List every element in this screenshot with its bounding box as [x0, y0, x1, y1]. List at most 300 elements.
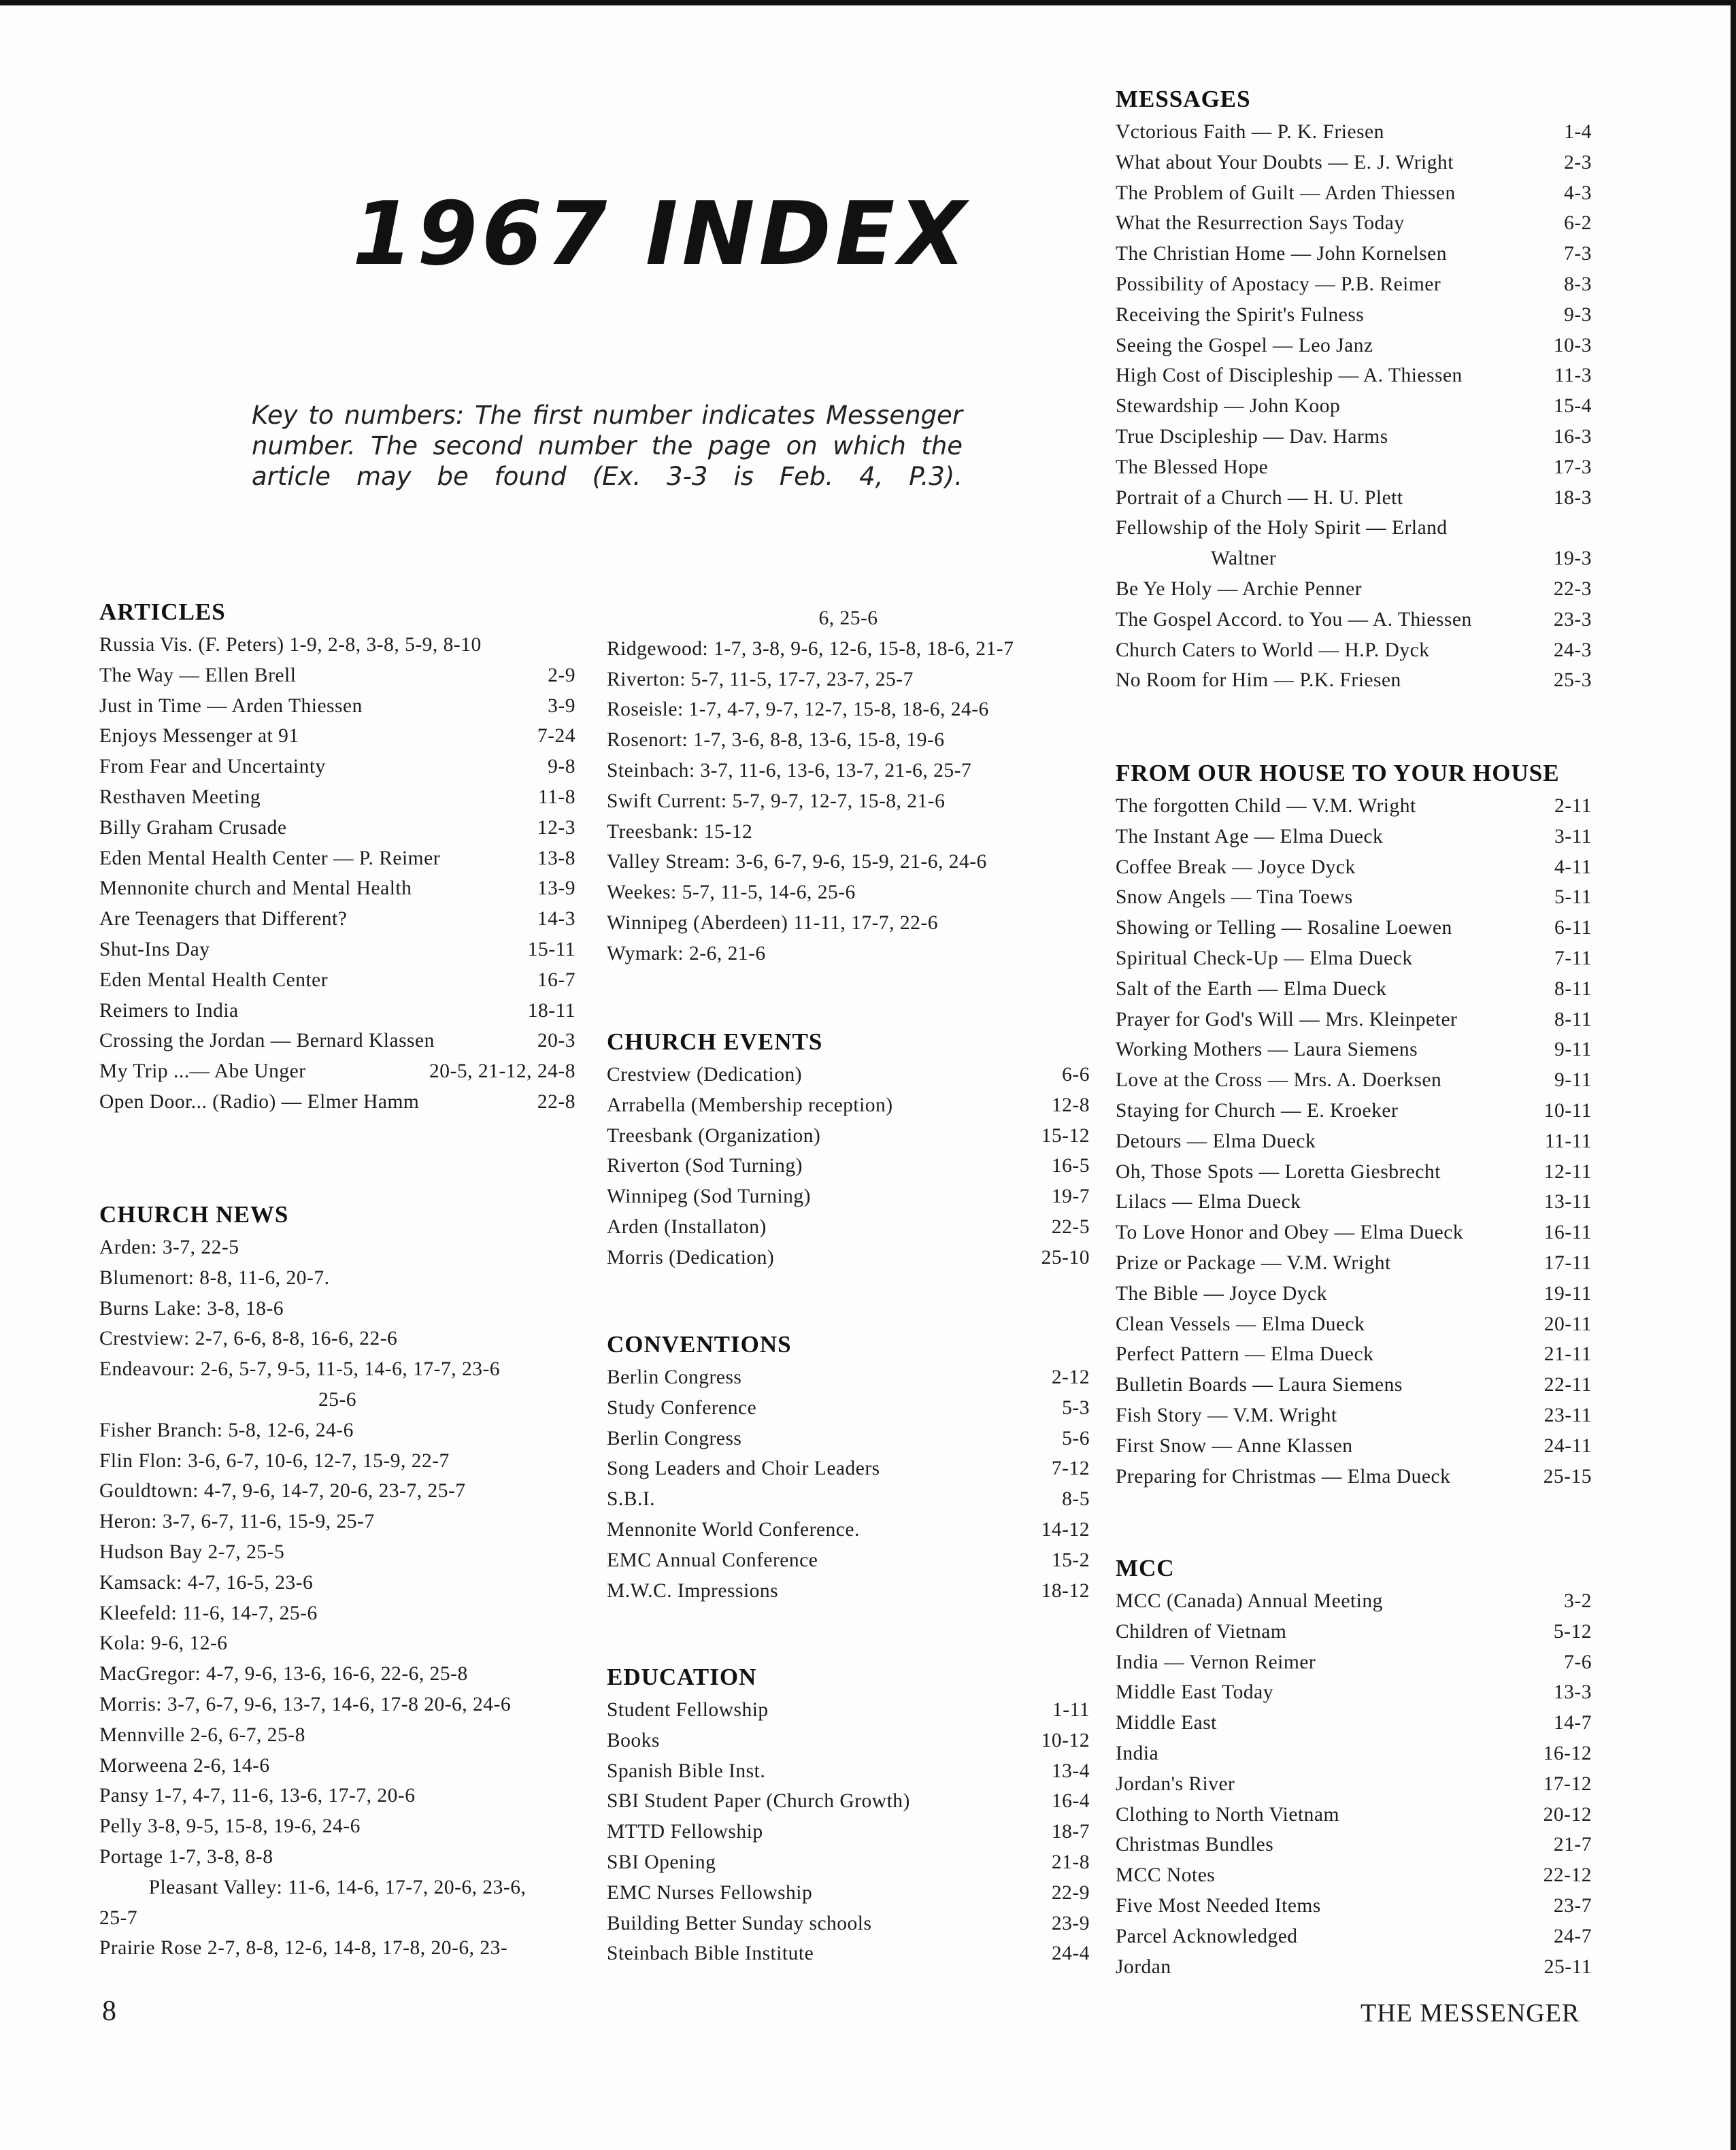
entry-page: 6-6 — [1062, 1064, 1090, 1086]
entry-page: 22-3 — [1553, 577, 1592, 600]
index-entry — [607, 1484, 1090, 1515]
entry-page: 9-11 — [1554, 1069, 1592, 1092]
index-entry — [1116, 1279, 1592, 1309]
entry-page: 5-3 — [1062, 1396, 1090, 1419]
news-line: Treesbank: 15-12 — [607, 820, 753, 843]
entry-title: Shut-Ins Day — [99, 938, 210, 960]
index-entry — [1116, 1339, 1592, 1370]
index-entry — [1116, 360, 1592, 391]
entry-page: 3-11 — [1554, 825, 1592, 847]
index-entry — [607, 1545, 1090, 1576]
index-entry — [607, 1243, 1090, 1273]
news-line: Blumenort: 8-8, 11-6, 20-7. — [99, 1266, 330, 1289]
entry-page: 16-12 — [1543, 1742, 1592, 1764]
entry-title: Spanish Bible Inst. — [607, 1760, 766, 1782]
entry-title: First Snow — Anne Klassen — [1116, 1434, 1353, 1457]
entry-title: Enjoys Messenger at 91 — [99, 725, 299, 748]
index-entry — [1116, 1370, 1592, 1400]
section-heading: FROM OUR HOUSE TO YOUR HOUSE — [1116, 760, 1560, 786]
entry-page: 7-11 — [1554, 947, 1592, 969]
entry-page: 20-5, 21-12, 24-8 — [429, 1060, 575, 1083]
entry-title: Eden Mental Health Center — P. Reimer — [99, 847, 441, 869]
page-title: 1967 INDEX — [352, 184, 970, 285]
entry-title: Jordan — [1116, 1955, 1171, 1978]
entry-page: 14-3 — [537, 908, 575, 930]
entry-title: Song Leaders and Choir Leaders — [607, 1458, 880, 1480]
index-entry — [1116, 1065, 1592, 1096]
entry-page: 16-5 — [1051, 1155, 1090, 1177]
entry-page: 23-11 — [1543, 1404, 1592, 1426]
index-entry — [607, 1847, 1090, 1878]
entry-page: 6-2 — [1564, 212, 1592, 235]
entry-page: 15-4 — [1553, 395, 1592, 418]
index-entry — [1116, 1462, 1592, 1492]
entry-title: Fellowship of the Holy Spirit — Erland — [1116, 517, 1448, 539]
news-line: Kamsack: 4-7, 16-5, 23-6 — [99, 1571, 314, 1594]
church-news-list — [99, 1232, 575, 1964]
house-section — [1116, 758, 1592, 1492]
entry-title: Snow Angels — Tina Toews — [1116, 886, 1353, 909]
entry-title: EMC Annual Conference — [607, 1549, 818, 1571]
entry-title: Open Door... (Radio) — Elmer Hamm — [99, 1090, 420, 1113]
entry-page: 9-11 — [1554, 1039, 1592, 1061]
entry-title: Five Most Needed Items — [1116, 1894, 1321, 1917]
entry-title: Love at the Cross — Mrs. A. Doerksen — [1116, 1069, 1442, 1092]
news-line: Hudson Bay 2-7, 25-5 — [99, 1541, 285, 1563]
entry-title: Clean Vessels — Elma Dueck — [1116, 1313, 1365, 1335]
index-entry — [99, 1056, 575, 1087]
entry-page: 10-12 — [1041, 1729, 1090, 1751]
entry-page: 24-11 — [1543, 1434, 1592, 1457]
index-entry — [607, 1393, 1090, 1424]
entry-title: Middle East — [1116, 1712, 1217, 1734]
entry-title: Children of Vietnam — [1116, 1620, 1287, 1643]
entry-title: EMC Nurses Fellowship — [607, 1881, 813, 1904]
church-news-continued-list — [607, 603, 1090, 969]
entry-title: Resthaven Meeting — [99, 786, 261, 808]
entry-title: Perfect Pattern — Elma Dueck — [1116, 1343, 1374, 1366]
entry-page: 8-3 — [1564, 273, 1592, 295]
news-line: Wymark: 2-6, 21-6 — [607, 942, 766, 964]
index-entry — [607, 1909, 1090, 1939]
entry-page: 25-11 — [1543, 1955, 1592, 1978]
entry-page: 15-11 — [527, 938, 575, 960]
church-news-continued — [607, 603, 1090, 969]
entry-title: India — Vernon Reimer — [1116, 1651, 1316, 1673]
entry-title: The Way — Ellen Brell — [99, 664, 297, 686]
entry-page: 3-2 — [1564, 1590, 1592, 1612]
entry-page: 6-11 — [1554, 917, 1592, 939]
entry-title: Crossing the Jordan — Bernard Klassen — [99, 1030, 435, 1052]
index-entry — [607, 1060, 1090, 1090]
entry-page: 19-11 — [1543, 1282, 1592, 1305]
entry-title: Are Teenagers that Different? — [99, 908, 348, 930]
entry-title: Arden (Installaton) — [607, 1215, 767, 1238]
entry-page: 13-4 — [1051, 1760, 1090, 1782]
entry-title: Lilacs — Elma Dueck — [1116, 1191, 1301, 1213]
entry-title: Detours — Elma Dueck — [1116, 1130, 1316, 1152]
entry-title: To Love Honor and Obey — Elma Dueck — [1116, 1222, 1464, 1244]
index-entry — [607, 1090, 1090, 1121]
page-number: 8 — [102, 1996, 116, 2027]
entry-page: 17-12 — [1543, 1773, 1592, 1795]
section-heading: CHURCH EVENTS — [607, 1028, 823, 1055]
index-entry — [1116, 391, 1592, 422]
entry-title: Fish Story — V.M. Wright — [1116, 1404, 1337, 1426]
church-news-section — [99, 1200, 575, 1964]
index-entry — [1116, 331, 1592, 361]
entry-title: Billy Graham Crusade — [99, 816, 287, 839]
entry-title: Christmas Bundles — [1116, 1834, 1274, 1856]
entry-title: Prayer for God's Will — Mrs. Kleinpeter — [1116, 1008, 1458, 1030]
index-entry — [99, 873, 575, 904]
index-entry — [607, 1362, 1090, 1393]
index-entry — [99, 752, 575, 782]
index-entry — [1116, 483, 1592, 514]
entry-title: Berlin Congress — [607, 1427, 742, 1449]
news-line: Fisher Branch: 5-8, 12-6, 24-6 — [99, 1419, 354, 1441]
entry-page: 12-11 — [1543, 1160, 1592, 1183]
entry-title: True Dscipleship — Dav. Harms — [1116, 425, 1388, 448]
index-entry — [1116, 148, 1592, 178]
entry-title: MTTD Fellowship — [607, 1821, 763, 1843]
entry-title: SBI Opening — [607, 1851, 716, 1873]
index-entry — [1116, 422, 1592, 452]
entry-page: 13-11 — [1543, 1191, 1592, 1213]
index-entry — [1116, 822, 1592, 852]
index-entry — [1116, 1677, 1592, 1708]
news-line: Crestview: 2-7, 6-6, 8-8, 16-6, 22-6 — [99, 1328, 398, 1350]
news-line: Prairie Rose 2-7, 8-8, 12-6, 14-8, 17-8, 20-6, 23- — [99, 1937, 508, 1960]
index-entry — [1116, 239, 1592, 269]
entry-page: 11-8 — [538, 786, 575, 808]
entry-page: 23-9 — [1051, 1912, 1090, 1934]
entry-title: Stewardship — John Koop — [1116, 395, 1341, 418]
entry-title: Preparing for Christmas — Elma Dueck — [1116, 1465, 1451, 1488]
entry-page: 16-3 — [1553, 425, 1592, 448]
entry-title: M.W.C. Impressions — [607, 1579, 779, 1602]
news-line: Steinbach: 3-7, 11-6, 13-6, 13-7, 21-6, 25-7 — [607, 759, 972, 782]
entry-title: Bulletin Boards — Laura Siemens — [1116, 1374, 1403, 1396]
index-entry — [99, 630, 575, 660]
entry-title: Vctorious Faith — P. K. Friesen — [1116, 121, 1384, 143]
index-entry — [1116, 852, 1592, 883]
entry-page: 18-12 — [1041, 1579, 1090, 1602]
entry-title: Mennonite church and Mental Health — [99, 877, 412, 900]
index-entry — [607, 1878, 1090, 1909]
messages-section — [1116, 84, 1592, 696]
entry-page: 1-11 — [1052, 1699, 1090, 1721]
index-entry — [607, 1212, 1090, 1243]
entry-title: Treesbank (Organization) — [607, 1124, 821, 1147]
entry-page: 21-11 — [1543, 1343, 1592, 1366]
index-entry — [99, 1087, 575, 1118]
entry-title: Winnipeg (Sod Turning) — [607, 1186, 811, 1208]
entry-page: 15-12 — [1041, 1124, 1090, 1147]
education-section — [607, 1662, 1090, 1969]
entry-page: 20-11 — [1543, 1313, 1592, 1335]
news-line: Morris: 3-7, 6-7, 9-6, 13-7, 14-6, 17-8 20-6, 24-6 — [99, 1693, 512, 1715]
index-entry — [1116, 605, 1592, 635]
index-entry — [1116, 1400, 1592, 1431]
entry-page: 22-8 — [537, 1090, 575, 1113]
index-entry — [1116, 635, 1592, 666]
index-entry — [1116, 1586, 1592, 1617]
news-line: Flin Flon: 3-6, 6-7, 10-6, 12-7, 15-9, 22-7 — [99, 1449, 450, 1472]
entry-title: Riverton (Sod Turning) — [607, 1155, 803, 1177]
entry-page: 25-15 — [1543, 1465, 1592, 1488]
entry-title: Morris (Dedication) — [607, 1246, 775, 1269]
entry-page: 4-11 — [1554, 856, 1592, 878]
entry-page: 23-3 — [1553, 608, 1592, 631]
entry-page: 5-6 — [1062, 1427, 1090, 1449]
index-entry — [1116, 117, 1592, 148]
index-entry — [1116, 1431, 1592, 1462]
entry-title: High Cost of Discipleship — A. Thiessen — [1116, 365, 1463, 387]
entry-title: What the Resurrection Says Today — [1116, 212, 1405, 235]
entry-page: 22-12 — [1543, 1864, 1592, 1887]
index-entry — [1116, 208, 1592, 239]
entry-title: Waltner — [1211, 548, 1277, 570]
index-entry — [99, 691, 575, 722]
index-entry — [607, 1938, 1090, 1969]
entry-title: Possibility of Apostacy — P.B. Reimer — [1116, 273, 1441, 295]
section-heading: ARTICLES — [99, 599, 226, 625]
index-entry — [1116, 300, 1592, 331]
index-entry — [99, 935, 575, 965]
entry-page: 24-4 — [1051, 1943, 1090, 1965]
entry-title: The Bible — Joyce Dyck — [1116, 1282, 1327, 1305]
news-line: Kleefeld: 11-6, 14-7, 25-6 — [99, 1602, 318, 1624]
entry-title: Portrait of a Church — H. U. Plett — [1116, 486, 1403, 509]
index-entry — [1116, 269, 1592, 300]
entry-title: Study Conference — [607, 1396, 757, 1419]
entry-title: Showing or Telling — Rosaline Loewen — [1116, 917, 1452, 939]
news-line: Mennville 2-6, 6-7, 25-8 — [99, 1724, 305, 1746]
entry-page: 3-9 — [548, 694, 575, 717]
index-entry — [1116, 178, 1592, 209]
entry-title: Salt of the Earth — Elma Dueck — [1116, 977, 1387, 1000]
index-entry — [1116, 943, 1592, 974]
index-entry — [607, 1151, 1090, 1181]
index-entry — [1116, 1952, 1592, 1983]
entry-title: Oh, Those Spots — Loretta Giesbrecht — [1116, 1160, 1441, 1183]
index-entry — [1116, 882, 1592, 913]
entry-page: 18-3 — [1553, 486, 1592, 509]
church-events-list — [607, 1060, 1090, 1273]
entry-title: Clothing to North Vietnam — [1116, 1803, 1339, 1826]
entry-title: Church Caters to World — H.P. Dyck — [1116, 639, 1430, 661]
news-line: Arden: 3-7, 22-5 — [99, 1237, 239, 1258]
index-entry — [1116, 543, 1592, 574]
entry-page: 24-7 — [1553, 1925, 1592, 1947]
entry-page: 1-4 — [1564, 121, 1592, 143]
index-entry — [607, 1817, 1090, 1847]
entry-title: Student Fellowship — [607, 1699, 769, 1721]
entry-title: Spiritual Check-Up — Elma Dueck — [1116, 947, 1413, 969]
entry-page: 22-11 — [1543, 1374, 1592, 1396]
index-entry — [1116, 665, 1592, 696]
section-heading: MCC — [1116, 1555, 1175, 1581]
entry-page: 9-8 — [548, 756, 575, 778]
entry-page: 7-3 — [1564, 243, 1592, 265]
entry-title: SBI Student Paper (Church Growth) — [607, 1790, 910, 1813]
index-entry — [1116, 1617, 1592, 1647]
news-line: Pleasant Valley: 11-6, 14-6, 17-7, 20-6, 23-6, — [148, 1876, 527, 1898]
news-line: Burns Lake: 3-8, 18-6 — [99, 1297, 284, 1320]
entry-title: Mennonite World Conference. — [607, 1518, 860, 1541]
index-entry — [99, 843, 575, 874]
entry-page: 21-7 — [1553, 1834, 1592, 1856]
index-entry — [607, 1726, 1090, 1756]
entry-page: 21-8 — [1051, 1851, 1090, 1873]
entry-page: 2-11 — [1554, 795, 1592, 817]
entry-title: Books — [607, 1729, 660, 1751]
index-entry — [1116, 452, 1592, 483]
house-list — [1116, 791, 1592, 1492]
index-entry — [1116, 974, 1592, 1005]
entry-page: 4-3 — [1564, 182, 1592, 204]
index-entry — [99, 813, 575, 843]
entry-page: 20-3 — [537, 1030, 575, 1052]
index-entry — [607, 1695, 1090, 1726]
news-line: Morweena 2-6, 14-6 — [99, 1754, 270, 1777]
church-events-section — [607, 1027, 1090, 1273]
entry-page: 8-5 — [1062, 1488, 1090, 1511]
entry-title: The Problem of Guilt — Arden Thiessen — [1116, 182, 1456, 204]
entry-title: Coffee Break — Joyce Dyck — [1116, 856, 1356, 878]
entry-title: Working Mothers — Laura Siemens — [1116, 1039, 1418, 1061]
index-entry — [607, 1576, 1090, 1607]
news-line: Portage 1-7, 3-8, 8-8 — [99, 1845, 273, 1868]
entry-page: 14-12 — [1041, 1518, 1090, 1541]
entry-title: Jordan's River — [1116, 1773, 1235, 1795]
news-line: Valley Stream: 3-6, 6-7, 9-6, 15-9, 21-6, 24-6 — [607, 851, 987, 873]
entry-title: What about Your Doubts — E. J. Wright — [1116, 151, 1454, 173]
entry-title: From Fear and Uncertainty — [99, 756, 326, 778]
index-entry — [607, 1786, 1090, 1817]
entry-title: Middle East Today — [1116, 1681, 1274, 1704]
mcc-section — [1116, 1553, 1592, 1982]
entry-title: MCC Notes — [1116, 1864, 1216, 1887]
section-heading: CONVENTIONS — [607, 1331, 792, 1358]
entry-page: 25-10 — [1041, 1246, 1090, 1269]
news-line: Weekes: 5-7, 11-5, 14-6, 25-6 — [607, 881, 856, 904]
index-entry — [607, 1424, 1090, 1454]
entry-title: The Christian Home — John Kornelsen — [1116, 243, 1447, 265]
entry-page: 10-11 — [1543, 1099, 1592, 1122]
index-entry — [1116, 1248, 1592, 1279]
entry-title: Parcel Acknowledged — [1116, 1925, 1298, 1947]
entry-page: 10-3 — [1553, 334, 1592, 356]
entry-page: 22-5 — [1051, 1215, 1090, 1238]
entry-page: 2-9 — [548, 664, 575, 686]
news-line: Pelly 3-8, 9-5, 15-8, 19-6, 24-6 — [99, 1815, 361, 1838]
index-entry — [1116, 1157, 1592, 1188]
index-entry — [1116, 1126, 1592, 1157]
index-entry — [1116, 1005, 1592, 1035]
index-entry — [607, 1515, 1090, 1545]
entry-title: Eden Mental Health Center — [99, 969, 329, 991]
articles-list — [99, 630, 575, 1118]
index-entry — [1116, 1096, 1592, 1126]
entry-page: 12-3 — [537, 816, 575, 839]
index-entry — [607, 1756, 1090, 1787]
entry-page: 13-3 — [1553, 1681, 1592, 1704]
articles-section — [99, 597, 575, 1118]
entry-title: India — [1116, 1742, 1159, 1764]
entry-page: 18-7 — [1051, 1821, 1090, 1843]
index-entry — [1116, 1860, 1592, 1891]
entry-title: The Gospel Accord. to You — A. Thiessen — [1116, 608, 1472, 631]
entry-title: Staying for Church — E. Kroeker — [1116, 1099, 1399, 1122]
entry-title: Building Better Sunday schools — [607, 1912, 872, 1934]
index-entry — [99, 904, 575, 935]
education-list — [607, 1695, 1090, 1969]
entry-page: 17-3 — [1553, 456, 1592, 478]
entry-title: My Trip ...— Abe Unger — [99, 1060, 306, 1083]
entry-page: 2-3 — [1564, 151, 1592, 173]
entry-page: 8-11 — [1554, 1008, 1592, 1030]
entry-page: 2-12 — [1051, 1366, 1090, 1388]
entry-page: 18-11 — [527, 999, 575, 1022]
entry-page: 15-2 — [1051, 1549, 1090, 1571]
entry-title: Reimers to India — [99, 999, 239, 1022]
index-entry — [1116, 1891, 1592, 1921]
news-line: Heron: 3-7, 6-7, 11-6, 15-9, 25-7 — [99, 1511, 375, 1533]
index-entry — [1116, 513, 1592, 543]
news-line: 25-7 — [99, 1907, 138, 1929]
entry-title: The forgotten Child — V.M. Wright — [1116, 795, 1416, 817]
index-entry — [1116, 1217, 1592, 1248]
news-line: Riverton: 5-7, 11-5, 17-7, 23-7, 25-7 — [607, 668, 914, 690]
entry-page: 20-12 — [1543, 1803, 1592, 1826]
news-line: Rosenort: 1-7, 3-6, 8-8, 13-6, 15-8, 19-6 — [607, 729, 945, 752]
index-entry — [99, 721, 575, 752]
messages-list — [1116, 117, 1592, 696]
entry-page: 7-12 — [1051, 1458, 1090, 1480]
top-border — [0, 0, 1736, 5]
index-entry — [1116, 1921, 1592, 1952]
entry-page: 23-7 — [1553, 1894, 1592, 1917]
entry-page: 14-7 — [1553, 1712, 1592, 1734]
index-entry — [1116, 1035, 1592, 1065]
entry-title: Be Ye Holy — Archie Penner — [1116, 577, 1363, 600]
news-line: Pansy 1-7, 4-7, 11-6, 13-6, 17-7, 20-6 — [99, 1785, 416, 1807]
index-entry — [1116, 1739, 1592, 1769]
entry-page: 11-11 — [1544, 1130, 1592, 1152]
entry-page: 13-8 — [537, 847, 575, 869]
index-entry — [99, 965, 575, 996]
entry-page: 19-3 — [1553, 548, 1592, 570]
index-entry — [99, 996, 575, 1026]
news-line: Kola: 9-6, 12-6 — [99, 1632, 228, 1655]
index-entry — [1116, 574, 1592, 605]
entry-page: 22-9 — [1051, 1881, 1090, 1904]
news-line: Gouldtown: 4-7, 9-6, 14-7, 20-6, 23-7, 25-7 — [99, 1480, 466, 1502]
index-entry — [1116, 1800, 1592, 1830]
entry-page: 17-11 — [1543, 1252, 1592, 1274]
index-entry — [1116, 1830, 1592, 1860]
entry-title: S.B.I. — [607, 1488, 656, 1511]
news-line: Swift Current: 5-7, 9-7, 12-7, 15-8, 21-6 — [607, 790, 946, 812]
entry-title: Arrabella (Membership reception) — [607, 1094, 893, 1116]
news-line: MacGregor: 4-7, 9-6, 13-6, 16-6, 22-6, 25-8 — [99, 1663, 468, 1685]
entry-page: 25-3 — [1553, 669, 1592, 692]
entry-page: 11-3 — [1554, 365, 1592, 387]
index-entry — [99, 660, 575, 691]
entry-title: Prize or Package — V.M. Wright — [1116, 1252, 1391, 1274]
